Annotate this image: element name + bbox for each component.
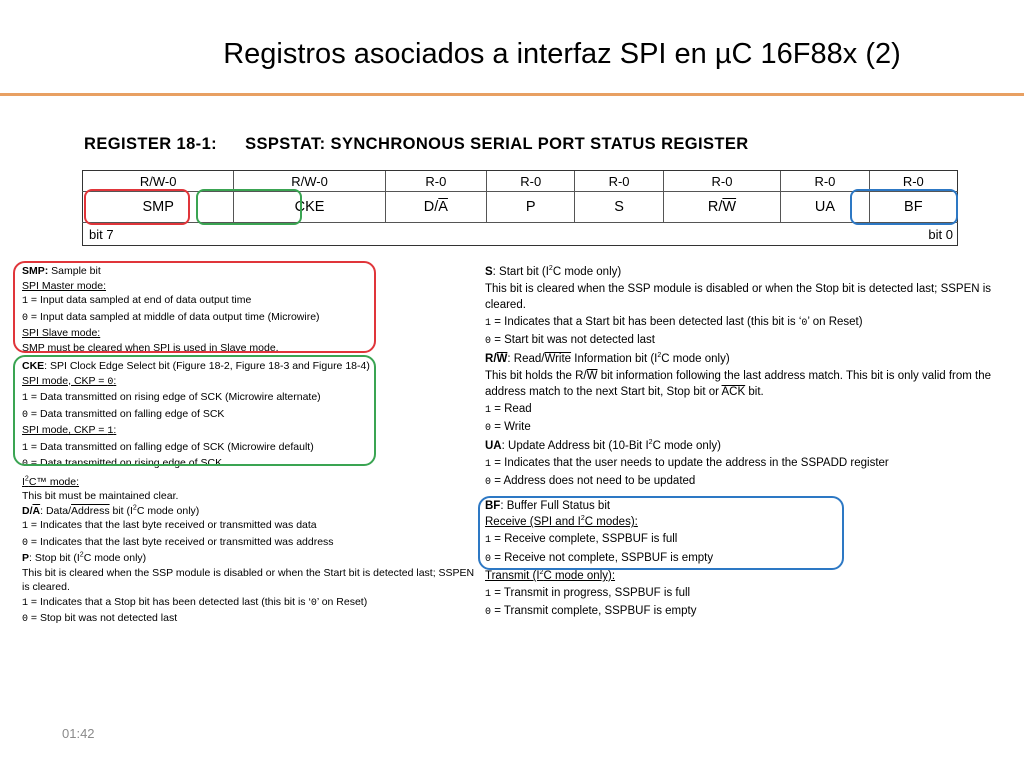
cke-highlight-box [196,189,302,225]
p-1: 1 = Indicates that a Stop bit has been detected last (this bit is ‘0’ on Reset) [22,595,368,609]
cke-mode0-1: 1 = Data transmitted on rising edge of SCK (Microwire alternate) [22,391,321,404]
cke-description-highlight [13,355,376,466]
p-text: This bit is cleared when the SSP module is disabled or when the Start bit is detected last; SSPEN is cleared. [22,566,475,593]
ua-1: 1 = Indicates that the user needs to update the address in the SSPADD register [485,456,889,470]
da-0: 0 = Indicates that the last byte received or transmitted was address [22,535,334,549]
p-heading: P: Stop bit ($I^2C$ mode only) [22,551,147,564]
register-title [84,135,749,154]
smp-slave-heading: SPI Slave mode: [22,327,101,339]
bit-cell-p: P [487,192,575,223]
s-heading: S: Start bit ($I^2C$ mode only) [485,265,622,278]
position-cell [83,223,958,246]
bf-description-highlight [478,496,844,570]
bf-heading: BF: Buffer Full Status bit [485,499,611,512]
bf-transmit-1: 1 = Transmit in progress, SSPBUF is full [485,586,691,600]
bit-cell-cke: CKE [234,192,385,223]
cke-mode0-heading: SPI mode, CKP = 0: [22,374,117,388]
title-rule [0,93,1024,96]
register-name: SSPSTAT: SYNCHRONOUS SERIAL PORT STATUS REGISTER [245,135,749,153]
access-cell: R-0 [781,171,869,192]
bit-da-a: $\overline{A}$ [438,199,448,215]
bit-rw-r: R [707,199,719,215]
access-cell: R/W-0 [234,171,385,192]
position-row [83,223,958,246]
bit-cell-ua: UA [781,192,869,223]
cke-mode1-1: 1 = Data transmitted on falling edge of SCK (Microwire default) [22,440,314,454]
bf-receive-heading: Receive (SPI and $I^2C$ modes): [485,515,638,529]
da-1: 1 = Indicates that the last byte received or transmitted was data [22,519,317,532]
access-cell: R/W-0 [83,171,234,192]
bf-transmit-heading: Transmit ($I^2C$ mode only): [485,569,616,583]
rw-text: This bit holds the $R/\overline{W}$ bit information following the last address match. This bit is only valid from the address match to the next Start bit, Stop bit or $\overline{ACK}$ bit. [485,369,992,399]
access-cell: R-0 [385,171,486,192]
smp-slave-text: SMP must be cleared when SPI is used in Slave mode. [22,341,279,354]
bit-cell-da: $D/\overline{A}$ [385,192,486,223]
access-cell: R-0 [487,171,575,192]
bit-cell-s: S [575,192,663,223]
bit-rw-w: $\overline{W}$ [722,199,737,215]
bit-cell-smp: SMP [83,192,234,223]
access-cell: R-0 [575,171,663,192]
bf-receive-1: 1 = Receive complete, SSPBUF is full [485,532,678,546]
access-cell: R-0 [869,171,957,192]
ua-heading: UA: Update Address bit (10-Bit $I^2C$ mode only) [485,439,721,452]
cke-mode1-heading: SPI mode, CKP = 1: [22,424,117,437]
access-cell: R-0 [663,171,781,192]
cke-mode0-0: 0 = Data transmitted on falling edge of SCK [22,407,225,421]
bit7-label: bit 7 [89,226,114,242]
cke-heading: CKE: SPI Clock Edge Select bit (Figure 18-2, Figure 18-3 and Figure 18-4) [22,360,370,372]
p-0: 0 = Stop bit was not detected last [22,612,178,625]
da-heading: $D/\overline{A}$: Data/Address bit ($I^2C$ mode only) [22,504,200,517]
s-1: 1 = Indicates that a Start bit has been detected last (this bit is ‘0’ on Reset) [485,315,863,329]
s-0: 0 = Start bit was not detected last [485,334,655,348]
bit-da-d: D [423,199,435,215]
i2c-mode-heading: $I^2C™$ mode: [22,475,80,488]
smp-master-heading: SPI Master mode: [22,279,107,292]
smp-heading: SMP: Sample bit [22,265,101,277]
slide-time: 01:42 [62,726,95,741]
bf-receive-0: 0 = Receive not complete, SSPBUF is empty [485,551,714,565]
rw-0: 0 = Write [485,421,531,435]
smp-description-highlight [13,261,376,353]
bit-cell-bf: BF [869,192,957,223]
i2c-mode-text: This bit must be maintained clear. [22,490,179,502]
bf-transmit-0: 0 = Transmit complete, SSPBUF is empty [485,605,697,619]
bit0-label: bit 0 [928,226,953,242]
slide-title: Registros asociados a interfaz SPI en µC 16F88x (2) [223,38,901,70]
bf-highlight-box [850,189,958,225]
ua-0: 0 = Address does not need to be updated [485,475,696,489]
bit-cell-rw: $R/\overline{W}$ [663,192,781,223]
smp-master-0: 0 = Input data sampled at middle of data output time (Microwire) [22,310,320,324]
cke-mode1-0: 0 = Data transmitted on rising edge of SCK [22,457,223,470]
s-text: This bit is cleared when the SSP module is disabled or when the Stop bit is detected last; SSPEN is cleared. [485,282,992,312]
register-number: REGISTER 18-1: [84,135,218,153]
rw-heading: $R/\overline{W}$: Read/Write Information bit ($I^2C$ mode only) [485,352,730,365]
smp-highlight-box [84,189,190,225]
smp-master-1: 1 = Input data sampled at end of data output time [22,294,252,307]
rw-1: 1 = Read [485,402,532,416]
